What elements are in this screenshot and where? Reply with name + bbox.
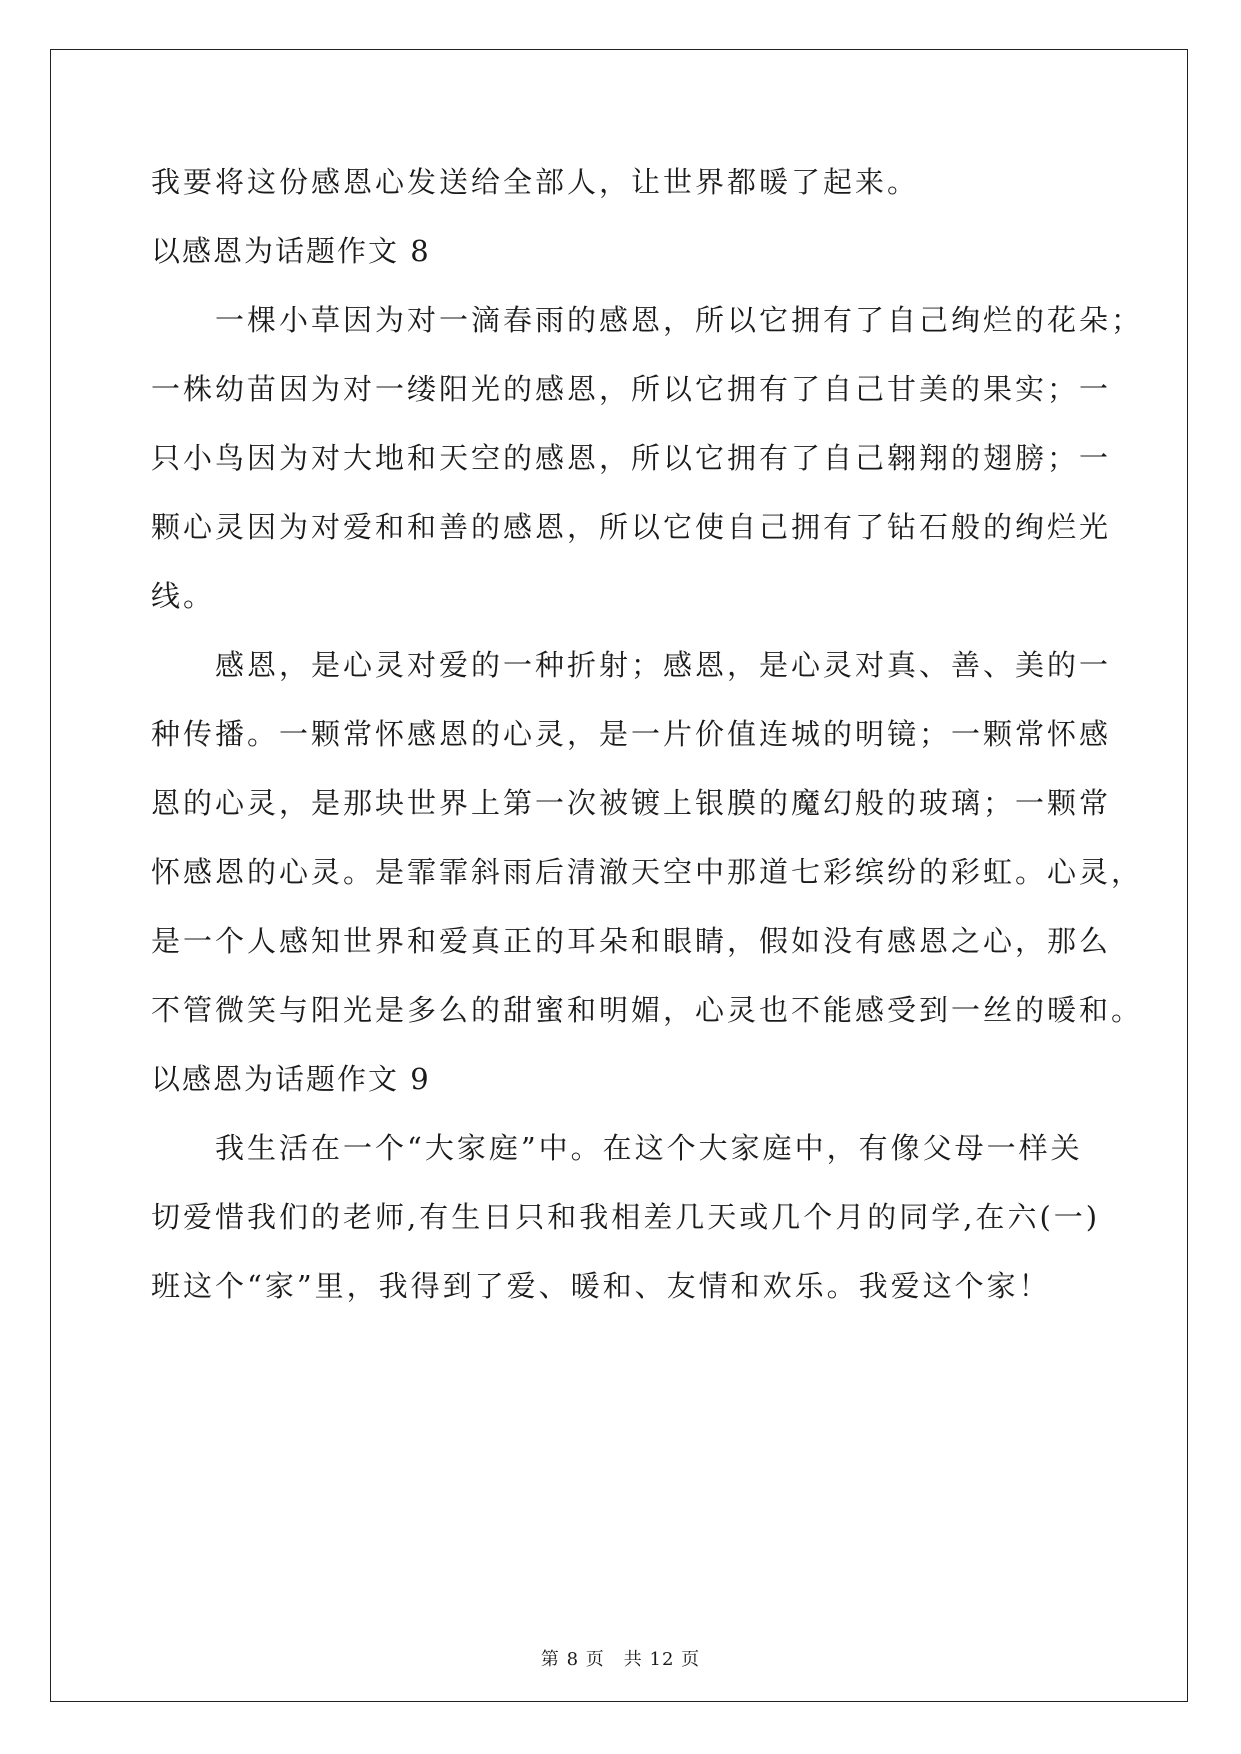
paragraph-line: 感恩，是心灵对爱的一种折射；感恩，是心灵对真、善、美的一 bbox=[151, 648, 1112, 682]
paragraph-line: 切爱惜我们的老师,有生日只和我相差几天或几个月的同学,在六(一) bbox=[151, 1200, 1101, 1234]
paragraph-line: 班这个“家”里，我得到了爱、暖和、友情和欢乐。我爱这个家！ bbox=[151, 1269, 1051, 1303]
paragraph-line: 是一个人感知世界和爱真正的耳朵和眼睛，假如没有感恩之心，那么 bbox=[151, 924, 1112, 958]
paragraph-line: 恩的心灵，是那块世界上第一次被镀上银膜的魔幻般的玻璃；一颗常 bbox=[151, 786, 1112, 820]
page-number-footer: 第 8 页 共 12 页 bbox=[540, 1649, 701, 1670]
paragraph-line: 一棵小草因为对一滴春雨的感恩，所以它拥有了自己绚烂的花朵； bbox=[151, 303, 1144, 337]
paragraph-line: 我生活在一个“大家庭”中。在这个大家庭中，有像父母一样关 bbox=[151, 1131, 1083, 1165]
paragraph-line: 怀感恩的心灵。是霏霏斜雨后清澈天空中那道七彩缤纷的彩虹。心灵， bbox=[151, 855, 1144, 889]
paragraph-line: 一株幼苗因为对一缕阳光的感恩，所以它拥有了自己甘美的果实；一 bbox=[151, 372, 1112, 406]
paragraph-line: 不管微笑与阳光是多么的甜蜜和明媚，心灵也不能感受到一丝的暖和。 bbox=[151, 993, 1144, 1027]
paragraph-line: 颗心灵因为对爱和和善的感恩，所以它使自己拥有了钻石般的绚烂光 bbox=[151, 510, 1112, 544]
section-heading: 以感恩为话题作文 9 bbox=[151, 1062, 431, 1096]
paragraph-line: 线。 bbox=[151, 579, 216, 613]
paragraph-line: 种传播。一颗常怀感恩的心灵，是一片价值连城的明镜；一颗常怀感 bbox=[151, 717, 1112, 751]
section-heading: 以感恩为话题作文 8 bbox=[151, 234, 431, 268]
paragraph-line: 我要将这份感恩心发送给全部人，让世界都暖了起来。 bbox=[151, 165, 920, 199]
paragraph-line: 只小鸟因为对大地和天空的感恩，所以它拥有了自己翱翔的翅膀；一 bbox=[151, 441, 1112, 475]
